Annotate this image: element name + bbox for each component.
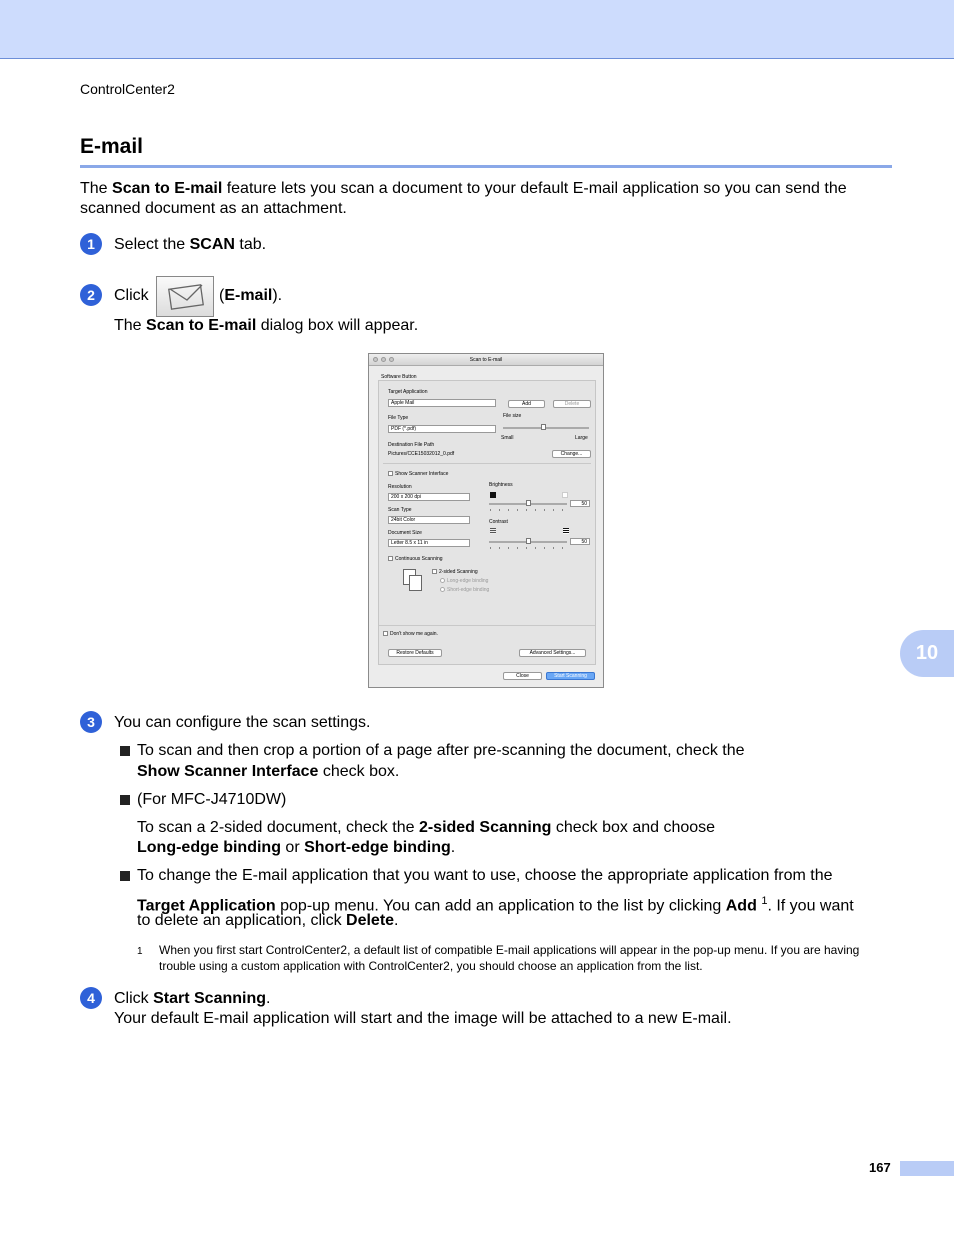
step-4-line-2: Your default E-mail application will start and the image will be attached to a new E-mail. bbox=[114, 1010, 732, 1027]
brightness-ticks bbox=[490, 509, 568, 511]
scan-to-email-dialog bbox=[368, 353, 604, 688]
bullet-marker bbox=[120, 871, 130, 881]
resolution-select[interactable]: 200 x 200 dpi bbox=[388, 493, 470, 501]
step-4-number: 4 bbox=[80, 987, 102, 1009]
start-scanning-button[interactable]: Start Scanning bbox=[546, 672, 595, 680]
two-sided-scanning-label: 2-sided Scanning bbox=[439, 569, 478, 575]
bullet-3-line-1: To change the E-mail application that you want to use, choose the appropriate application from the bbox=[137, 867, 833, 884]
settings-panel bbox=[378, 380, 596, 665]
target-application-select[interactable]: Apple Mail bbox=[388, 399, 496, 407]
change-button[interactable]: Change... bbox=[552, 450, 591, 458]
bullet-2-line-3: Long-edge binding or Short-edge binding. bbox=[137, 839, 456, 856]
step-2-result: The Scan to E-mail dialog box will appear. bbox=[114, 317, 419, 334]
duplex-document-icon bbox=[403, 569, 421, 591]
scan-type-label: Scan Type bbox=[388, 507, 412, 513]
step-2-click: Click bbox=[114, 287, 149, 304]
target-application-label: Target Application bbox=[388, 389, 428, 395]
scan-type-select[interactable]: 24bit Color bbox=[388, 516, 470, 524]
advanced-settings-button[interactable]: Advanced Settings... bbox=[519, 649, 586, 657]
short-edge-label: Short-edge binding bbox=[447, 587, 490, 593]
step-4-line-1: Click Start Scanning. bbox=[114, 990, 271, 1007]
footnote-line-2: trouble using a custom application with ControlCenter2, you should choose an application from the list. bbox=[159, 959, 703, 973]
long-edge-label: Long-edge binding bbox=[447, 578, 489, 584]
bullet-1-line-2: Show Scanner Interface check box. bbox=[137, 763, 400, 780]
bullet-2-line-1: (For MFC-J4710DW) bbox=[137, 791, 287, 808]
document-size-select[interactable]: Letter 8.5 x 11 in bbox=[388, 539, 470, 547]
footer-bar bbox=[900, 1161, 954, 1176]
bullet-2-line-2: To scan a 2-sided document, check the 2-sided Scanning check box and choose bbox=[137, 819, 716, 836]
divider bbox=[383, 463, 591, 464]
small-label: Small bbox=[501, 435, 514, 441]
file-type-label: File Type bbox=[388, 415, 409, 421]
show-scanner-interface-label: Show Scanner Interface bbox=[395, 471, 449, 477]
file-size-slider[interactable] bbox=[541, 424, 546, 430]
brightness-label: Brightness bbox=[489, 482, 513, 488]
restore-defaults-button[interactable]: Restore Defaults bbox=[388, 649, 442, 657]
delete-button[interactable]: Delete bbox=[553, 400, 591, 408]
short-edge-radio[interactable] bbox=[440, 587, 445, 592]
step-3-number: 3 bbox=[80, 711, 102, 733]
file-size-track bbox=[503, 427, 589, 429]
step-3-text: You can configure the scan settings. bbox=[114, 714, 371, 731]
divider bbox=[379, 625, 595, 626]
envelope-icon bbox=[157, 277, 213, 316]
bullet-3-line-3: to delete an application, click Delete. bbox=[137, 912, 399, 929]
low-contrast-icon bbox=[490, 528, 496, 534]
show-scanner-interface-checkbox[interactable] bbox=[388, 471, 393, 476]
bullet-3-line-2: Target Application pop-up menu. You can add an application to the list by clicking Add $^1$. If you want bbox=[137, 895, 854, 915]
continuous-scanning-checkbox[interactable] bbox=[388, 556, 393, 561]
step-2-email-label: (E-mail). bbox=[219, 287, 283, 304]
two-sided-scanning-checkbox[interactable] bbox=[432, 569, 437, 574]
contrast-value[interactable]: 50 bbox=[570, 538, 590, 545]
page-number: 167 bbox=[869, 1160, 891, 1175]
dont-show-label: Don't show me again. bbox=[390, 631, 438, 637]
document-size-label: Document Size bbox=[388, 530, 422, 536]
close-button[interactable]: Close bbox=[503, 672, 542, 680]
add-button[interactable]: Add bbox=[508, 400, 545, 408]
brightness-value[interactable]: 50 bbox=[570, 500, 590, 507]
dont-show-checkbox[interactable] bbox=[383, 631, 388, 636]
section-title: E-mail bbox=[80, 135, 144, 158]
running-head: ControlCenter2 bbox=[80, 81, 175, 97]
bullet-marker bbox=[120, 795, 130, 805]
high-contrast-icon bbox=[563, 528, 569, 534]
software-button-label: Software Button bbox=[381, 374, 417, 380]
step-2-number: 2 bbox=[80, 284, 102, 306]
large-label: Large bbox=[575, 435, 588, 441]
file-size-label: File size bbox=[503, 413, 522, 419]
brightness-slider[interactable] bbox=[526, 500, 531, 506]
chapter-tab: 10 bbox=[900, 630, 954, 677]
continuous-scanning-label: Continuous Scanning bbox=[395, 556, 443, 562]
dest-path-value: Pictures/CCE15032012_0.pdf bbox=[388, 451, 455, 457]
dialog-titlebar bbox=[369, 354, 603, 366]
dest-path-label: Destination File Path bbox=[388, 442, 435, 448]
step-1-number: 1 bbox=[80, 233, 102, 255]
file-type-select[interactable]: PDF (*.pdf) bbox=[388, 425, 496, 433]
intro-line-1: The Scan to E-mail feature lets you scan a document to your default E-mail application so you can send the bbox=[80, 180, 847, 197]
footnote-line-1: When you first start ControlCenter2, a default list of compatible E-mail applications will appear in the pop-up menu. If you are having bbox=[159, 943, 860, 957]
contrast-ticks bbox=[490, 547, 568, 549]
intro-line-2: scanned document as an attachment. bbox=[80, 200, 347, 217]
bullet-marker bbox=[120, 746, 130, 756]
title-rule bbox=[80, 165, 892, 168]
light-square-icon bbox=[562, 492, 568, 498]
resolution-label: Resolution bbox=[388, 484, 412, 490]
contrast-slider[interactable] bbox=[526, 538, 531, 544]
long-edge-radio[interactable] bbox=[440, 578, 445, 583]
email-button[interactable] bbox=[156, 276, 214, 317]
contrast-label: Contrast bbox=[489, 519, 508, 525]
bullet-1-line-1: To scan and then crop a portion of a page after pre-scanning the document, check the bbox=[137, 742, 745, 759]
step-1-text: Select the SCAN tab. bbox=[114, 236, 267, 253]
top-band bbox=[0, 0, 954, 59]
dark-square-icon bbox=[490, 492, 496, 498]
dialog-title: Scan to E-mail bbox=[469, 357, 503, 363]
footnote-number: 1 bbox=[137, 946, 143, 957]
